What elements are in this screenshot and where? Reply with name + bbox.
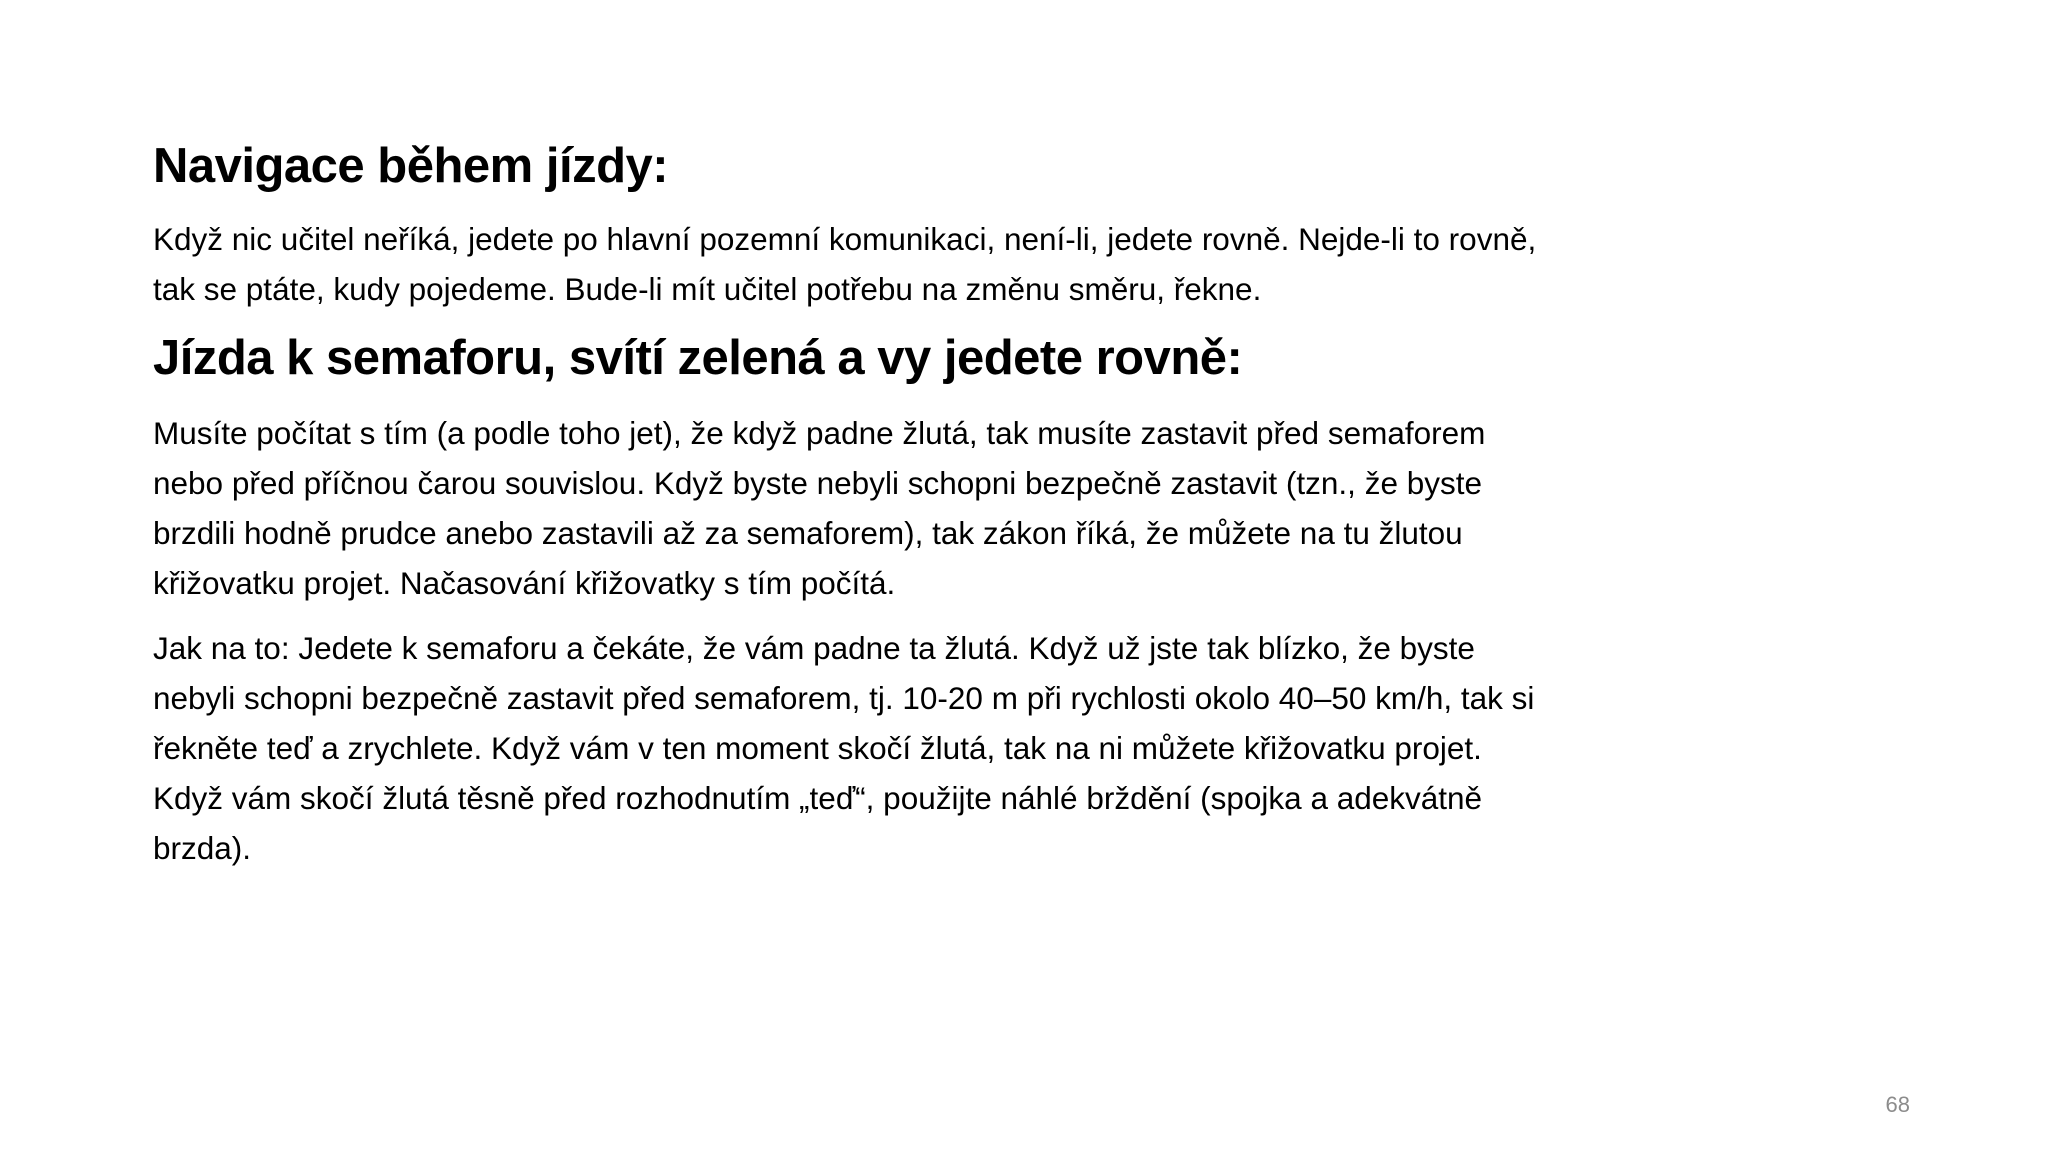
paragraph-how-to: Jak na to: Jedete k semaforu a čekáte, že vám padne ta žlutá. Když už jste tak blízko, že byste nebyli schopni bezpečně zastavit před semaforem, tj. 10-20 m při rychlosti okolo 40–50 km/h, tak si řekněte teď a zrychlete. Když vám v ten moment skočí žlutá, tak na ni můžete křižovatku projet. Když vám skočí žlutá těsně před rozhodnutím „teď“, použijte náhlé brždění (spojka a adekvátně brzda).	[153, 630, 1535, 866]
slide-content	[153, 132, 1553, 873]
heading-traffic-light: Jízda k semaforu, svítí zelená a vy jedete rovně:	[153, 331, 1243, 385]
heading-navigation: Navigace během jízdy:	[153, 139, 669, 193]
paragraph-traffic-light: Musíte počítat s tím (a podle toho jet), že když padne žlutá, tak musíte zastavit před semaforem nebo před příčnou čarou souvislou. Když byste nebyli schopni bezpečně zastavit (tzn., že byste brzdili hodně prudce anebo zastavili až za semaforem), tak zákon říká, že můžete na tu žlutou křižovatku projet. Načasování křižovatky s tím počítá.	[153, 415, 1486, 601]
page-number: 68	[1885, 1092, 1910, 1117]
paragraph-navigation: Když nic učitel neříká, jedete po hlavní pozemní komunikaci, není-li, jedete rovně. Nejde-li to rovně, tak se ptáte, kudy pojedeme. Bude-li mít učitel potřebu na změnu směru, řekne.	[153, 221, 1537, 307]
